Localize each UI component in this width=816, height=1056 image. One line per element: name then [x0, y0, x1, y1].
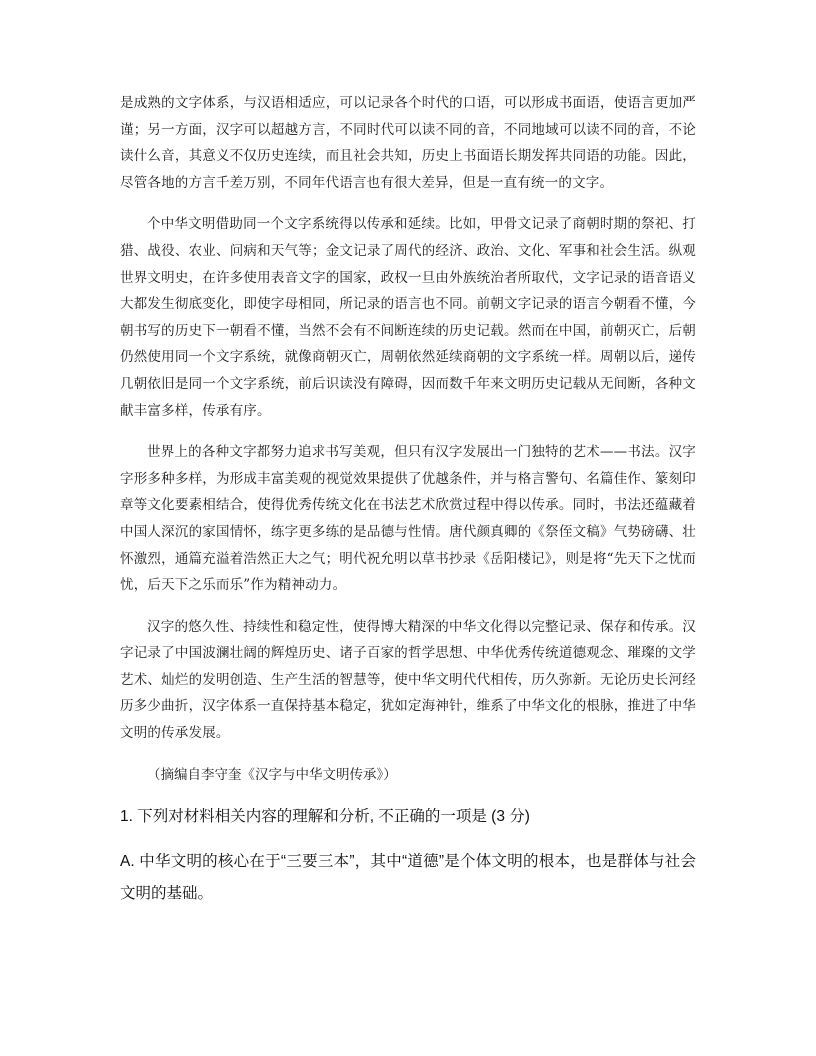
passage-paragraph-2: 个中华文明借助同一个文字系统得以传承和延续。比如，甲骨文记录了商朝时期的祭祀、打猎、战役、农业、问病和天气等；金文记录了周代的经济、政治、文化、军事和社会生活。纵观世界文明史，在许多使用表音文字的国家，政权一旦由外族统治者所取代，文字记录的语音语义大都发生彻底变化，即使字母相同，所记录的语言也不同。前朝文字记录的语言今朝看不懂，今朝书写的历史下一朝看不懂，当然不会有不间断连续的历史记载。然而在中国，前朝灭亡，后朝仍然使用同一个文字系统，就像商朝灭亡，周朝依然延续商朝的文字系统一样。周朝以后，递传几朝依旧是同一个文字系统，前后识读没有障碍，因而数千年来文明历史记载从无间断，各种文献丰富多样，传承有序。 [120, 216, 696, 419]
passage-paragraph-3: 世界上的各种文字都努力追求书写美观，但只有汉字发展出一门独特的艺术——书法。汉字字形多种多样，为形成丰富美观的视觉效果提供了优越条件，并与格言警句、名篇佳作、篆刻印章等文化要素相结合，使得优秀传统文化在书法艺术欣赏过程中得以传承。同时，书法还蕴藏着中国人深沉的家国情怀，练字更多练的是品德与性情。唐代颜真卿的《祭侄文稿》气势磅礴、壮怀激烈，通篇充溢着浩然正大之气；明代祝允明以草书抄录《岳阳楼记》，则是将“先天下之忧而忧，后天下之乐而乐”作为精神动力。 [120, 444, 696, 594]
passage-source: （摘编自李守奎《汉字与中华文明传承》） [147, 766, 397, 783]
question-stem: 1. 下列对材料相关内容的理解和分析, 不正确的一项是 (3 分) [120, 807, 530, 825]
document-page [120, 90, 696, 910]
passage-paragraph-1: 是成熟的文字体系，与汉语相适应，可以记录各个时代的口语，可以形成书面语，使语言更加严谨；另一方面，汉字可以超越方言，不同时代可以读不同的音，不同地域可以读不同的音，不论读什么音，其意义不仅历史连续，而且社会共知，历史上书面语长期发挥共同语的功能。因此，尽管各地的方言千差万别，不同年代语言也有很大差异，但是一直有统一的文字。 [120, 95, 696, 191]
passage-paragraph-4: 汉字的悠久性、持续性和稳定性，使得博大精深的中华文化得以完整记录、保存和传承。汉字记录了中国波澜壮阔的辉煌历史、诸子百家的哲学思想、中华优秀传统道德观念、璀璨的文学艺术、灿烂的发明创造、生产生活的智慧等，使中华文明代代相传，历久弥新。无论历史长河经历多少曲折，汉字体系一直保持基本稳定，犹如定海神针，维系了中华文化的根脉，推进了中华文明的传承发展。 [120, 618, 696, 742]
question-option-a: A. 中华文明的核心在于“三要三本”，其中“道德”是个体文明的根本，也是群体与社会文明的基础。 [120, 852, 696, 902]
